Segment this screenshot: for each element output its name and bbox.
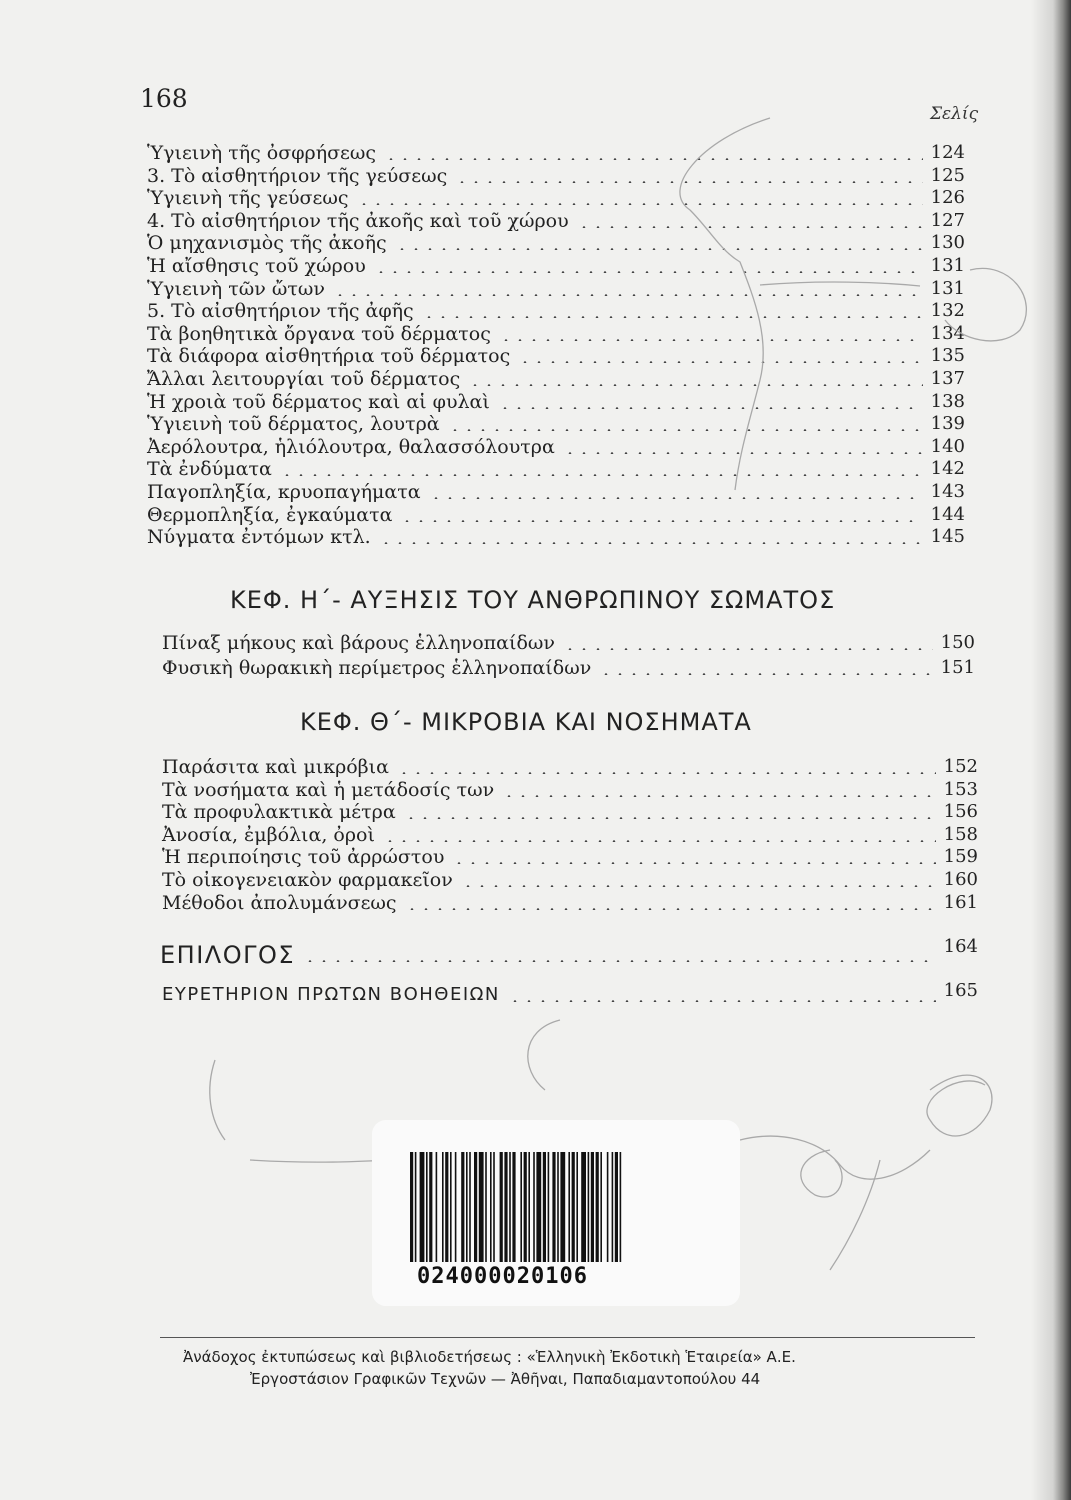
toc-entry-label: Ἡ περιποίησις τοῦ ἀρρώστου <box>162 846 445 869</box>
barcode-bar <box>442 1152 444 1262</box>
toc-entry-label: Τὸ οἰκογενειακὸν φαρμακεῖον <box>162 869 453 891</box>
page-number: 168 <box>140 84 188 113</box>
toc-entry-label: Πίναξ μήκους καὶ βάρους ἑλληνοπαίδων <box>162 632 555 654</box>
barcode-number: 024000020106 <box>417 1264 588 1289</box>
toc-entry-page: 131 <box>930 277 965 299</box>
toc-entry <box>147 389 965 413</box>
epilogue-page: 164 <box>943 936 978 957</box>
toc-entry-label: Ὑγιεινὴ τοῦ δέρματος, λουτρὰ <box>147 413 440 436</box>
toc-entry-page: 139 <box>930 413 965 435</box>
dot-leader <box>461 885 936 887</box>
barcode-bar <box>429 1152 432 1262</box>
toc-entry-label: 3. Τὸ αἰσθητήριον τῆς γεύσεως <box>147 164 448 187</box>
barcode-bar <box>528 1152 530 1262</box>
barcode-bar <box>474 1152 477 1262</box>
toc-entry-label: Ὑγιεινὴ τῆς ὀσφρήσεως <box>147 142 377 164</box>
footer-printer-line: Ἀνάδοχος ἐκτυπώσεως καὶ βιβλιοδετήσεως : «Ἑλληνικὴ Ἐκδοτικὴ Ἑταιρεία» Α.Ε. <box>183 1348 796 1366</box>
chapter-h-heading: ΚΕΦ. Η΄- ΑΥΞΗΣΙΣ ΤΟΥ ΑΝΘΡΩΠΙΝΟΥ ΣΩΜΑΤΟΣ <box>230 586 836 614</box>
barcode-bar <box>612 1152 614 1262</box>
barcode-bar <box>485 1152 487 1262</box>
dot-leader <box>563 452 923 454</box>
toc-entry-label: Παγοπληξία, κρυοπαγήματα <box>147 481 421 503</box>
barcode-bar <box>591 1152 594 1262</box>
toc-entry-page: 144 <box>930 503 965 525</box>
toc-entry-label: Τὰ προφυλακτικὰ μέτρα <box>162 801 396 824</box>
dot-leader <box>518 361 922 363</box>
dot-leader <box>404 817 936 819</box>
toc-entry-label: Ἀερόλουτρα, ἡλιόλουτρα, θαλασσόλουτρα <box>147 435 555 458</box>
toc-entry-label: Ὑγιεινὴ τῶν ὤτων <box>147 277 325 300</box>
barcode-bar <box>500 1152 503 1262</box>
toc-entry-label: Θερμοπληξία, ἐγκαύματα <box>147 503 393 526</box>
toc-entry-label: Τὰ βοηθητικὰ ὄργανα τοῦ δέρματος <box>147 322 491 345</box>
toc-entry <box>162 799 978 823</box>
barcode-bar <box>493 1152 495 1262</box>
toc-entry-page: 158 <box>943 823 978 845</box>
toc-entry <box>147 343 965 367</box>
toc-entry <box>162 890 978 914</box>
barcode-bar <box>479 1152 484 1262</box>
toc-entry <box>147 366 965 390</box>
toc-entry-page: 143 <box>930 481 965 502</box>
toc-entry <box>162 754 978 778</box>
barcode-bar <box>533 1152 535 1262</box>
epilogue-entry <box>160 936 978 969</box>
barcode-bar <box>543 1152 546 1262</box>
dot-leader <box>448 429 923 431</box>
toc-entry-page: 140 <box>930 435 965 457</box>
toc-entry-page: 142 <box>930 458 965 480</box>
barcode-bar <box>607 1152 609 1262</box>
toc-entry <box>147 502 965 526</box>
dot-leader <box>452 862 935 864</box>
toc-entry-page: 159 <box>943 846 978 868</box>
toc-entry <box>147 230 965 254</box>
toc-entry-label: Τὰ ἐνδύματα <box>147 458 272 481</box>
toc-entry-page: 137 <box>930 368 965 389</box>
toc-entry-page: 124 <box>930 142 965 163</box>
toc-entry-label: Τὰ νοσήματα καὶ ἡ μετάδοσίς των <box>162 778 495 801</box>
dot-leader <box>303 960 936 962</box>
dot-leader <box>455 181 922 183</box>
barcode-bar <box>512 1152 515 1262</box>
barcode-bar <box>615 1152 618 1262</box>
dot-leader <box>429 497 923 499</box>
barcode-bar <box>445 1152 448 1262</box>
dot-leader <box>499 339 923 341</box>
dot-leader <box>357 203 923 205</box>
dot-leader <box>395 248 923 250</box>
barcode-bar <box>572 1152 575 1262</box>
toc-entry <box>147 411 965 435</box>
page-edge-shadow <box>1031 0 1071 1500</box>
barcode-bar <box>490 1152 492 1262</box>
toc-entry <box>147 321 965 345</box>
toc-entry <box>147 479 965 503</box>
first-aid-index-label: ΕΥΡΕΤΗΡΙΟΝ ΠΡΩΤΩΝ ΒΟΗΘΕΙΩΝ <box>162 984 500 1005</box>
barcode-bar <box>557 1152 559 1262</box>
dot-leader <box>405 908 936 910</box>
chapter-th-heading: ΚΕΦ. Θ΄- ΜΙΚΡΟΒΙΑ ΚΑΙ ΝΟΣΗΜΑΤΑ <box>300 708 752 736</box>
toc-entry-page: 152 <box>943 756 978 777</box>
barcode-bar <box>576 1152 578 1262</box>
toc-entry <box>162 630 975 654</box>
dot-leader <box>563 648 933 650</box>
dot-leader <box>384 158 923 160</box>
barcode-bar <box>536 1152 541 1262</box>
barcode-bar <box>504 1152 507 1262</box>
toc-entry-page: 127 <box>930 209 965 231</box>
toc-entry <box>147 298 965 322</box>
toc-entry <box>162 822 978 846</box>
barcode-bar <box>426 1152 428 1262</box>
toc-entry-label: Ὁ μηχανισμὸς τῆς ἀκοῆς <box>147 232 387 255</box>
dot-leader <box>498 407 923 409</box>
barcode-bar <box>568 1152 570 1262</box>
toc-entry <box>162 844 978 868</box>
dot-leader <box>333 294 923 296</box>
toc-entry-page: 160 <box>943 869 978 890</box>
dot-leader <box>599 673 932 675</box>
toc-entry-label: Νύγματα ἐντόμων κτλ. <box>147 526 371 549</box>
toc-entry-label: Παράσιτα καὶ μικρόβια <box>162 756 389 778</box>
toc-entry <box>147 208 965 232</box>
first-aid-index-page: 165 <box>943 980 978 1001</box>
barcode-bar <box>620 1152 622 1262</box>
barcode-bar <box>420 1152 425 1262</box>
toc-entry-label: Ἡ αἴσθησις τοῦ χώρου <box>147 255 366 277</box>
toc-entry <box>147 163 965 187</box>
barcode-bar <box>560 1152 565 1262</box>
toc-entry-page: 130 <box>930 232 965 254</box>
toc-entry <box>147 524 965 548</box>
toc-entry-page: 153 <box>943 778 978 800</box>
dot-leader <box>280 474 923 476</box>
toc-entry-page: 138 <box>930 390 965 412</box>
footer-address-line: Ἐργοστάσιον Γραφικῶν Τεχνῶν — Ἀθῆναι, Παπαδιαμαντοπούλου 44 <box>250 1370 761 1388</box>
barcode-bar <box>581 1152 586 1262</box>
barcode-sticker <box>372 1120 740 1306</box>
toc-entry-label: Τὰ διάφορα αἰσθητήρια τοῦ δέρματος <box>147 345 511 368</box>
toc-entry <box>147 276 965 300</box>
toc-entry-label: 4. Τὸ αἰσθητήριον τῆς ἀκοῆς καὶ τοῦ χώρου <box>147 209 569 232</box>
toc-entry-label: Ἄλλαι λειτουργίαι τοῦ δέρματος <box>147 368 461 390</box>
toc-entry <box>147 140 965 164</box>
toc-entry <box>162 777 978 801</box>
barcode-bar <box>410 1152 413 1262</box>
toc-entry-page: 131 <box>930 255 965 276</box>
toc-entry-page: 150 <box>940 632 975 653</box>
toc-entry-page: 126 <box>930 187 965 209</box>
dot-leader <box>397 772 936 774</box>
barcode-bar <box>415 1152 417 1262</box>
barcode-bar <box>552 1152 555 1262</box>
dot-leader <box>383 840 936 842</box>
toc-entry <box>162 655 975 679</box>
toc-entry-label: Ὑγιεινὴ τῆς γεύσεως <box>147 187 349 210</box>
dot-leader <box>502 795 936 797</box>
dot-leader <box>422 316 923 318</box>
toc-entry-label: Ἀνοσία, ἐμβόλια, ὀροὶ <box>162 823 375 846</box>
dot-leader <box>508 1000 936 1002</box>
toc-entry-label: 5. Τὸ αἰσθητήριον τῆς ἀφῆς <box>147 300 414 323</box>
toc-entry <box>147 456 965 480</box>
page-column-label: Σελίς <box>930 104 979 124</box>
barcode-bar <box>466 1152 468 1262</box>
toc-entry <box>147 253 965 277</box>
toc-entry-label: Ἡ χροιὰ τοῦ δέρματος καὶ αἱ φυλαὶ <box>147 390 490 413</box>
toc-entry-page: 135 <box>930 345 965 367</box>
dot-leader <box>400 520 922 522</box>
toc-entry-page: 151 <box>940 657 975 678</box>
barcode-bar <box>469 1152 471 1262</box>
toc-entry-page: 161 <box>943 891 978 913</box>
dot-leader <box>374 271 923 273</box>
toc-entry <box>162 867 978 891</box>
barcode-bar <box>596 1152 599 1262</box>
barcode-bar <box>455 1152 457 1262</box>
dot-leader <box>577 226 923 228</box>
epilogue-label: ΕΠΙΛΟΓΟΣ <box>160 941 296 969</box>
barcode-bar <box>509 1152 511 1262</box>
toc-entry-page: 125 <box>930 164 965 186</box>
barcode-bar <box>461 1152 464 1262</box>
toc-entry-label: Μέθοδοι ἀπολυμάνσεως <box>162 891 397 914</box>
toc-entry-label: Φυσικὴ θωρακικὴ περίμετρος ἑλληνοπαίδων <box>162 657 592 679</box>
dot-leader <box>468 384 922 386</box>
barcode-bar <box>588 1152 590 1262</box>
toc-entry-page: 134 <box>930 322 965 344</box>
barcode-bar <box>548 1152 550 1262</box>
first-aid-index-entry <box>162 980 978 1006</box>
barcode-bar <box>450 1152 452 1262</box>
toc-entry-page: 132 <box>930 300 965 322</box>
toc-entry-page: 156 <box>943 801 978 823</box>
toc-entry-page: 145 <box>930 526 965 548</box>
barcode-bar <box>436 1152 438 1262</box>
footer-rule <box>160 1337 975 1338</box>
barcode-bar <box>524 1152 527 1262</box>
dot-leader <box>379 542 923 544</box>
barcode <box>410 1152 695 1262</box>
toc-entry <box>147 434 965 458</box>
toc-entry <box>147 185 965 209</box>
barcode-bar <box>600 1152 602 1262</box>
barcode-bar <box>520 1152 522 1262</box>
